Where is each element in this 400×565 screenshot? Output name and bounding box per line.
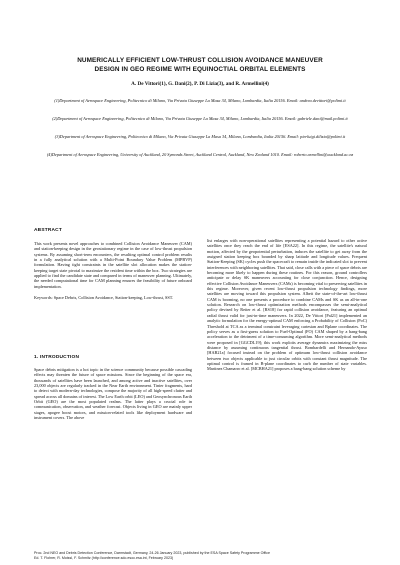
footer-proceedings: Proc. 2nd NEO and Debris Detection Conference, Darmstadt, Germany, 24-26 January 2023, published by the ESA Space Safety Programme Office bbox=[34, 551, 270, 555]
footer-editors: Ed. T. Flohrer, R. Moissl, F. Schmitz (http://conference.sdo.esoc.esa.int, February 2023) bbox=[34, 555, 174, 560]
affiliation-3: (3)Department of Aerospace Engineering, Politecnico di Milano, Via Privata Giuseppe La Masa 34, Milano, Lombardia, Italia 20156. Email: pierluigi.dilizia@polimi.it bbox=[54, 134, 346, 139]
introduction-text: Space debris mitigation is a hot topic in the science community because possible cascading effects may threaten the future of space missions. Since the beginning of the space era, thousands of satellites have been launched, and among active and inactive satellites, over 23,000 objects are regularly tracked in the Near Earth environment. Tinier fragments, hard to detect with modern-day technologies, compose the majority of all high-speed clutter and spread across all domains of interest. The Low Earth orbit (LEO) and Geosynchronous Earth Orbit (GEO) are the most populated realms. The latter plays a crucial role in communication, observation, and weather forecast. Objects living in GEO are mainly upper stages, apogee boost motors, and mission-related tools like deployment hardware and instrument covers. The above bbox=[34, 367, 192, 421]
author-list: A. De Vittori(1), G. Dani(2), P. Di Lizia(3), and R. Armellini(4) bbox=[131, 81, 269, 87]
page-footer bbox=[34, 551, 374, 560]
keywords: Keywords: Space Debris, Collision Avoidance, Station-keeping, Low-thrust, SST. bbox=[34, 295, 174, 301]
affiliation-1: (1)Department of Aerospace Engineering, Politecnico di Milano, Via Privata Giuseppe La Masa 34, Milano, Lombardia, Italia 20156. Email: andrea.devittori@polimi.it bbox=[54, 98, 346, 103]
introduction-heading: 1. INTRODUCTION bbox=[34, 355, 80, 360]
abstract-text: This work presents novel approaches to combined Collision Avoidance Maneuver (CAM) and station-keeping design in the geostationary regime in the case of low-thrust propulsion systems. By assuming short-term encounters, the resulting optimal control problem results in a fully analytical solution with a Multi-Point Boundary Value Problem (MPBVP) formulation. Having tight constraints in the satellite slot allocation makes the station-keeping target state pivotal to maximize the resident time within the box. Two strategies are applied to find the candidate state and compared in terms of maneuver planning. Ultimately, the needed computational time for CAM planning ensures the feasibility of future onboard implementation. bbox=[34, 241, 192, 289]
introduction-column bbox=[34, 367, 192, 420]
abstract-heading: ABSTRACT bbox=[34, 228, 62, 233]
title-line-2: DESIGN IN GEO REGIME WITH EQUINOCTIAL ORBITAL ELEMENTS bbox=[94, 65, 306, 73]
affiliation-2: (2)Department of Aerospace Engineering, Politecnico di Milano, Via Privata Giuseppe La Masa 34, Milano, Lombardia, Italia 20156. Email: gabriele.dani@mail.polimi.it bbox=[52, 116, 348, 121]
left-column bbox=[34, 241, 192, 300]
affiliation-4: (4)Department of Aerospace Engineering, University of Auckland, 20 Symonds Street, Auckland Central, Auckland, New Zealand 1010. Email: roberto.armellini@auckland.ac.nz bbox=[46, 152, 354, 157]
title-line-1: NUMERICALLY EFFICIENT LOW-THRUST COLLISION AVOIDANCE MANEUVER bbox=[77, 57, 323, 64]
right-column-text: list enlarges with non-operational satellites representing a potential hazard to other active satellites once they reach the end of life [ESA22]. In this regime, the satellite's natural motion, affected by the geopotential perturbation, induces the satellite to get away from the assigned station keeping box bounded by sharp latitude and longitude values. Frequent Station-Keeping (SK) cycles push the spacecraft to remain inside the indicated slot to prevent interferences with neighboring satellites. That said, close calls with a piece of space debris are becoming more likely to happen during these routines. For this reason, ground controllers anticipate or delay SK maneuvers accounting for close conjunction. Hence, designing effective Collision Avoidance Maneuvers (CAMs) is becoming vital to preserving satellites in this regime. Moreover, given recent low-thrust propulsion technology findings, more satellites are moving toward this propulsion system. Albeit the state-of-the-art low-thrust CAM is booming, no one presents a procedure to combine CAMs and SK as an all-in-one solution. Research on low-thrust optimization methods encompasses the semi-analytical policy devised by Reiter et al. [RS18] for rapid collision avoidance, featuring an optimal radial thrust valid for just-in-time maneuvers. In 2022, De Vittori [Pal21] implemented an analytic formulation for the energy-optimal CAM enforcing a Probability of Collision (PoC) Threshold at TCA as a terminal constraint leveraging cartesian and Bplane coordinates. The policy serves as a first-guess solution to Fuel-Optimal (FO) CAM shaped by a bang-bang acceleration to the detriment of a time-consuming algorithm. More semi-analytical methods were proposed in [GGCDL19]; this work exploits average dynamics maximizing the miss distance by assuming continuous tangential thrust. Bombardelli and Hernando-Ayuso [HAB21a] focused instead on the problem of optimum low-thrust collision avoidance between two objects applicable to just circular orbits with constant thrust magnitude. The optimal control is framed in B-plane coordinates to curb the number of state variables. Martinez Chamarro et al. [MCBHA21] proposes a bang-bang solution scheme by bbox=[207, 238, 367, 372]
right-column bbox=[207, 238, 367, 372]
paper-title bbox=[40, 57, 360, 75]
